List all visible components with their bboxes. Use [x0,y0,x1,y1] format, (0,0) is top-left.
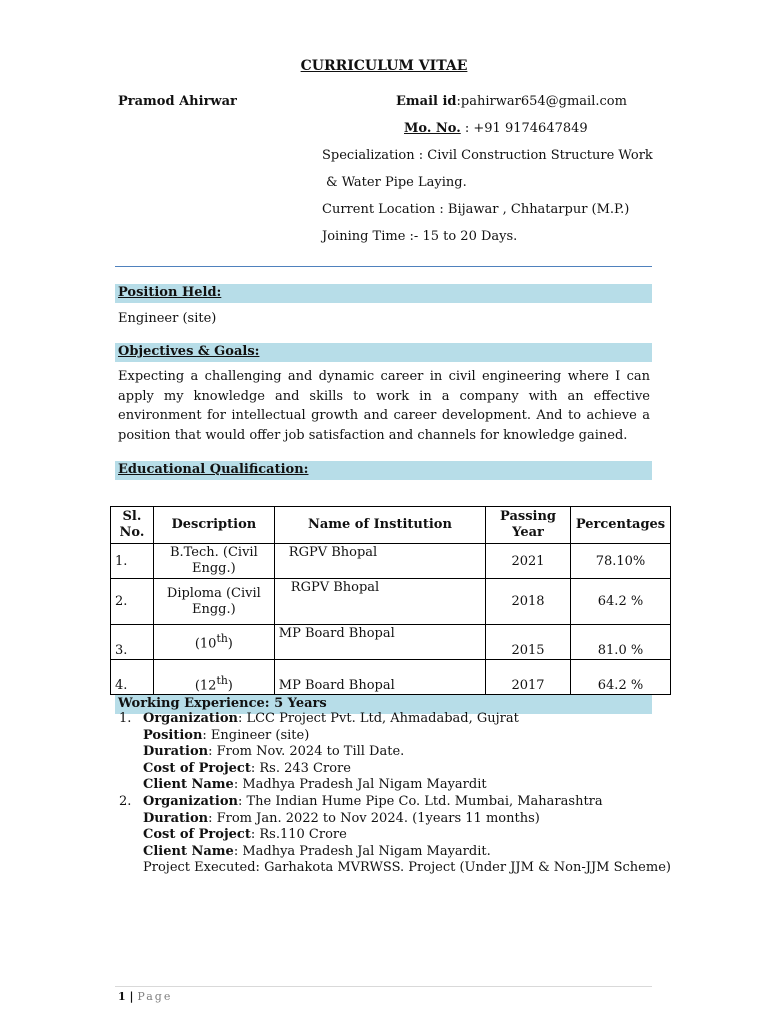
list-item [119,794,671,877]
item-number: 1. [119,711,132,726]
field-label: Cost of Project [143,827,251,843]
table-row [111,579,671,625]
superscript: th [216,632,228,646]
section-heading: Educational Qualification: [118,462,309,477]
field-value: : From Jan. 2022 to Nov 2024. (1years 11 months) [208,810,540,826]
project-executed-line: Project Executed: Garhakota MVRWSS. Project (Under JJM & Non-JJM Scheme) [143,860,671,876]
item-number: 2. [119,793,132,809]
table-header-row [111,507,671,544]
field-label: Duration [143,810,209,826]
description-close: ) [227,636,233,652]
client-line [143,777,671,794]
field-label: Cost of Project [143,760,251,776]
field-label: Duration [143,744,209,760]
row-description [153,625,274,660]
page-separator: | [125,990,138,1003]
header-sl-no: Sl. No. [111,507,154,544]
row-percentage: 64.2 % [570,660,670,695]
field-value: : The Indian Hume Pipe Co. Ltd. Mumbai, Maharashtra [237,793,603,809]
table-row [111,544,671,579]
row-percentage: 81.0 % [570,625,670,660]
field-label: Organization [143,793,238,809]
row-no: 3. [111,625,154,660]
row-year: 2015 [486,625,571,660]
row-institution: RGPV Bhopal [274,579,485,625]
page-number: 1 [118,990,126,1003]
section-heading: Working Experience: 5 Years [118,696,327,711]
mobile-line [404,121,588,136]
row-institution: MP Board Bhopal [274,625,485,660]
specialization-line: Specialization : Civil Construction Structure Work [322,148,653,163]
organization-line [143,794,671,811]
duration-line [143,744,671,761]
objectives-text: Expecting a challenging and dynamic career in civil engineering where I can apply my knowledge and skills to work in a company with an effective environment for intellectual growth and career development. And to achieve a position that would offer job satisfaction and channels for knowledge gained. [118,369,650,443]
candidate-name: Pramod Ahirwar [118,94,237,109]
specialization-continued: & Water Pipe Laying. [326,175,467,190]
field-value: : Engineer (site) [202,727,310,743]
field-value: : Rs. 243 Crore [250,760,351,776]
row-institution: RGPV Bhopal [274,544,485,579]
row-percentage: 78.10% [570,544,670,579]
mobile-label: Mo. No. [404,121,461,136]
education-table [110,506,671,695]
section-heading: Objectives & Goals: [118,344,260,359]
row-year: 2017 [486,660,571,695]
description-text: (12 [194,678,217,693]
table-row [111,625,671,660]
email-line [396,94,627,109]
joining-time: Joining Time :- 15 to 20 Days. [322,229,518,244]
position-line [143,728,671,745]
row-institution: MP Board Bhopal [274,660,485,695]
row-no: 4. [111,660,154,695]
header-institution: Name of Institution [274,507,485,544]
header-divider [115,266,652,267]
cost-line [143,761,671,778]
row-year: 2021 [486,544,571,579]
row-description [153,660,274,695]
cost-line [143,827,671,844]
header-percentages: Percentages [570,507,670,544]
row-percentage: 64.2 % [570,579,670,625]
row-no: 1. [111,544,154,579]
email-label: Email id [396,94,457,109]
field-value: : From Nov. 2024 to Till Date. [208,744,405,760]
row-year: 2018 [486,579,571,625]
superscript: th [216,673,228,687]
experience-list [119,711,671,877]
field-value: : LCC Project Pvt. Ltd, Ahmadabad, Gujrat [237,711,519,726]
field-value: : Madhya Pradesh Jal Nigam Mayardit [233,777,487,793]
description-text: (10 [194,636,217,652]
organization-line [143,711,671,728]
email-value: :pahirwar654@gmail.com [456,94,627,109]
section-objectives [115,343,652,362]
description-close: ) [227,678,233,693]
field-label: Client Name [143,843,234,859]
duration-line [143,811,671,828]
page-label: Page [137,990,173,1003]
row-no: 2. [111,579,154,625]
current-location: Current Location : Bijawar , Chhatarpur (M.P.) [322,202,630,217]
page-footer [118,990,172,1003]
list-item [119,711,671,794]
row-description: B.Tech. (Civil Engg.) [153,544,274,579]
table-row [111,660,671,695]
position-value: Engineer (site) [118,311,217,326]
document-title: CURRICULUM VITAE [300,58,468,74]
row-description: Diploma (Civil Engg.) [153,579,274,625]
mobile-value: : +91 9174647849 [460,121,588,136]
field-label: Organization [143,711,238,726]
header-description: Description [153,507,274,544]
field-label: Position [143,727,203,743]
field-value: : Madhya Pradesh Jal Nigam Mayardit. [233,843,491,859]
section-education [115,461,652,480]
section-heading: Position Held: [118,285,222,300]
footer-divider [115,986,652,987]
client-line [143,844,671,861]
header-passing-year: Passing Year [486,507,571,544]
field-value: : Rs.110 Crore [250,827,347,843]
field-label: Client Name [143,777,234,793]
section-position-held [115,284,652,303]
